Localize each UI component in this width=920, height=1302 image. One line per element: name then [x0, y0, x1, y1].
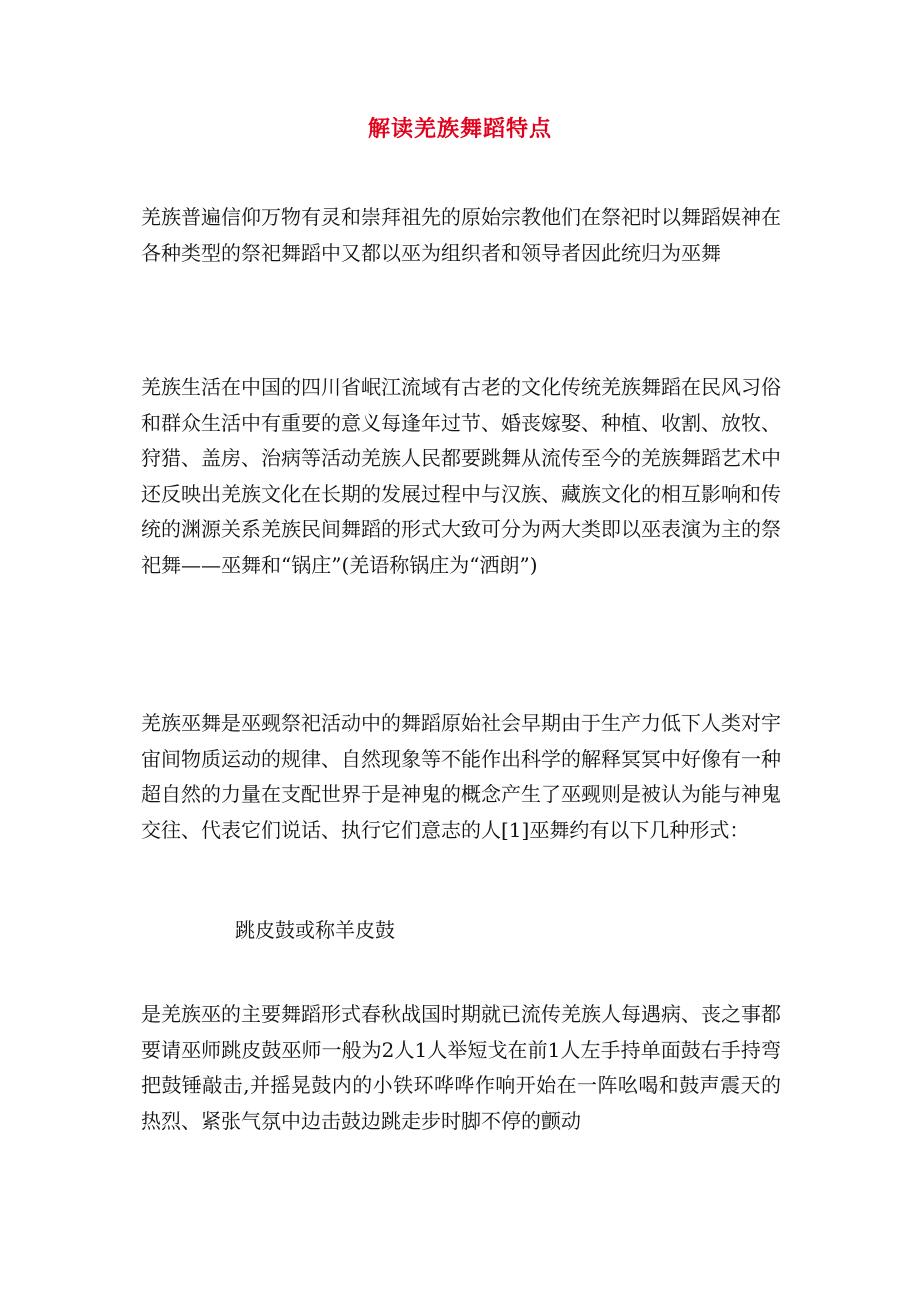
paragraph-intro: 羌族普遍信仰万物有灵和崇拜祖先的原始宗教他们在祭祀时以舞蹈娱神在各种类型的祭祀舞蹈中又都以巫为组织者和领导者因此统归为巫舞 — [141, 205, 781, 265]
section-subheading: 跳皮鼓或称羊皮鼓 — [235, 918, 395, 942]
document-title: 解读羌族舞蹈特点 — [367, 116, 552, 142]
paragraph-background: 羌族生活在中国的四川省岷江流域有古老的文化传统羌族舞蹈在民风习俗和群众生活中有重要的意义每逢年过节、婚丧嫁娶、种植、收割、放牧、狩猎、盖房、治病等活动羌族人民都要跳舞从流传至今的羌族舞蹈艺术中还反映出羌族文化在长期的发展过程中与汉族、藏族文化的相互影响和传统的渊源关系羌族民间舞蹈的形式大致可分为两大类即以巫表演为主的祭祀舞——巫舞和“锅庄”(羌语称锅庄为“洒朗”) — [141, 375, 781, 577]
paragraph-drum-dance: 是羌族巫的主要舞蹈形式春秋战国时期就已流传羌族人每遇病、丧之事都要请巫师跳皮鼓巫师一般为2人1人举短戈在前1人左手持单面鼓右手持弯把鼓锤敲击,并摇晃鼓内的小铁环哗哗作响开始在一阵吆喝和鼓声震天的热烈、紧张气氛中边击鼓边跳走步时脚不停的颤动 — [141, 1002, 781, 1133]
paragraph-wu-dance: 羌族巫舞是巫觋祭祀活动中的舞蹈原始社会早期由于生产力低下人类对宇宙间物质运动的规律、自然现象等不能作出科学的解释冥冥中好像有一种超自然的力量在支配世界于是神鬼的概念产生了巫觋则是被认为能与神鬼交往、代表它们说话、执行它们意志的人[1]巫舞约有以下几种形式： — [141, 711, 781, 842]
